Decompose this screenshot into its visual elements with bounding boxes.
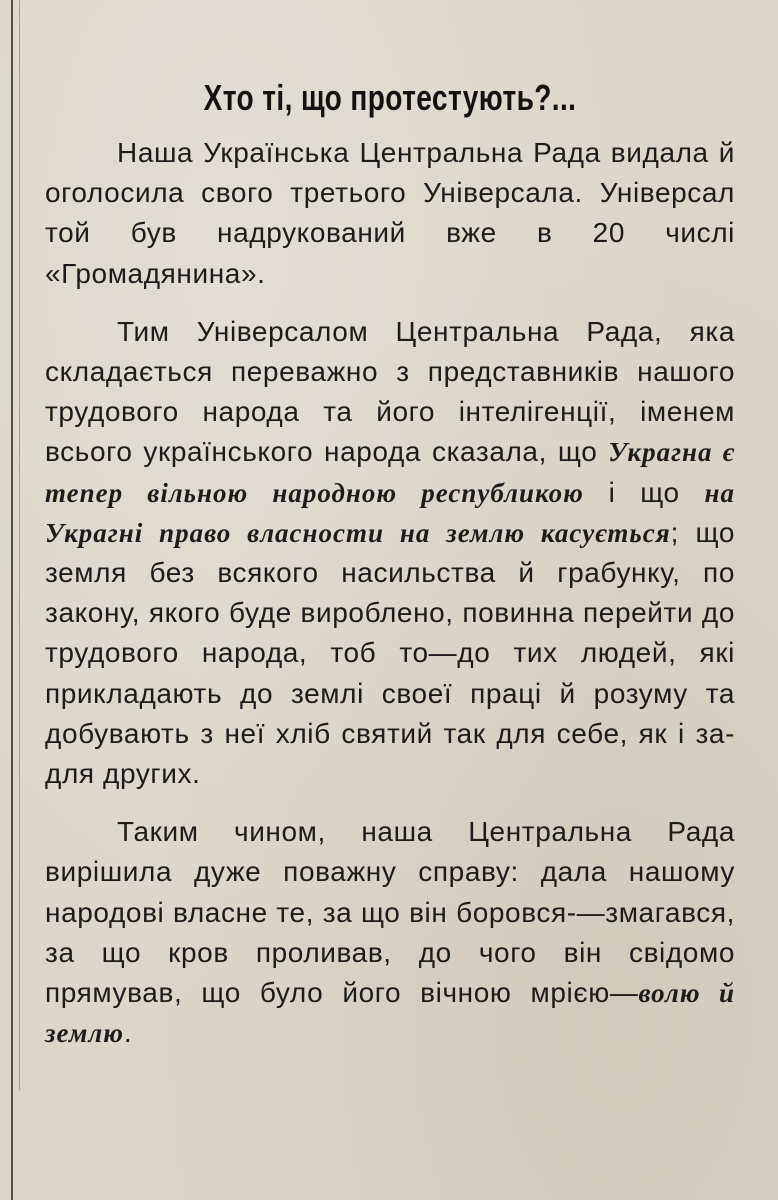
column-rule (11, 0, 13, 1200)
article-headline: Хто ті, що протестують?... (203, 77, 577, 119)
article-body (45, 133, 735, 1053)
article-paragraph-3 (45, 812, 735, 1053)
article-paragraph-1 (45, 133, 735, 294)
article-paragraph-2 (45, 312, 735, 794)
emphasized-text: Украгна є тепер вільною народною республикою (45, 437, 735, 508)
paragraph-text: Наша Українська Центральна Рада видала й оголосила свого третього Універсала. Універсал той був надрукований вже в 20 числі «Громадянина». (45, 137, 735, 289)
paragraph-text: ; що земля без всякого насильства й грабунку, по закону, якого буде вироблено, повинна перейти до трудового народа, тоб то—до тих людей, які прикладають до землі своеї праці й розуму та добувають з неї хліб святий так для себе, як і за-для других. (45, 516, 735, 790)
paragraph-text: Тим Універсалом Центральна Рада, яка складається переважно з представників нашого трудового народа та його інтелігенції, іменем всього українського народа сказала, що (45, 315, 735, 468)
paragraph-text: . (123, 1017, 133, 1049)
column-rule-thin (19, 0, 20, 1090)
emphasized-text: на Украгні право власности на землю касується (45, 477, 735, 548)
emphasized-text: волю й землю (45, 978, 735, 1049)
paragraph-text: і що (583, 476, 705, 508)
paragraph-text: Таким чином, наша Центральна Рада вирішила дуже поважну справу: дала нашому народові власне те, за що він боровся-—змагався, за що кров проливав, до чого він свідомо прямував, що було його вічною мрією— (45, 816, 735, 1009)
